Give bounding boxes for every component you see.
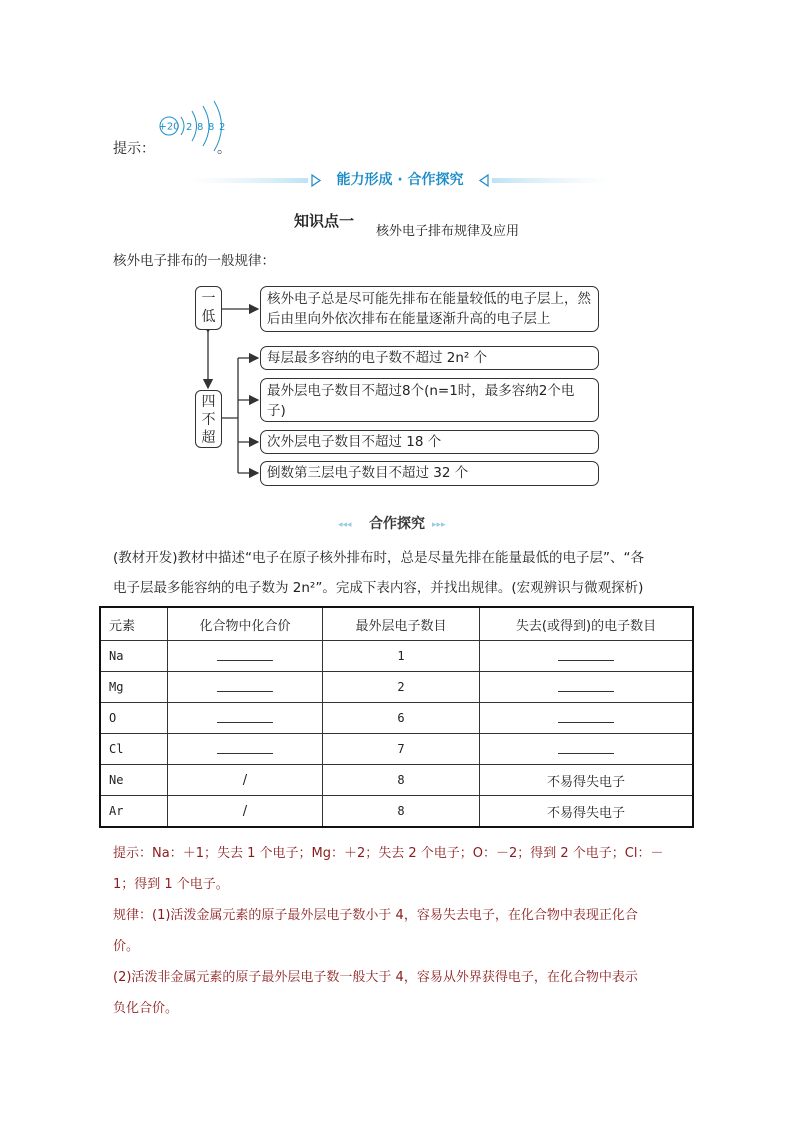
hint-label: 提示： 。 <box>113 141 231 157</box>
rule-second-outer-box: 次外层电子数目不超过 18 个 <box>260 430 599 454</box>
table-header-row <box>100 607 693 641</box>
blank-field[interactable] <box>217 741 273 754</box>
blank-field[interactable] <box>217 710 273 723</box>
cooperation-heading <box>330 513 464 533</box>
table-row: Ar / 8 不易得失电子 <box>100 796 693 828</box>
electron-table <box>99 606 694 828</box>
rule-outermost-box: 最外层电子数目不超过8个(n=1时，最多容纳2个电子) <box>260 378 599 422</box>
law-line-1: 规律：(1)活泼金属元素的原子最外层电子数小于 4，容易失去电子，在化合物中表现正化合 <box>113 908 638 923</box>
rule-third-from-outer-box: 倒数第三层电子数目不超过 32 个 <box>260 461 599 486</box>
shell-count-3: 8 <box>208 122 215 133</box>
blank-field[interactable] <box>558 710 614 723</box>
blank-field[interactable] <box>217 679 273 692</box>
law-line-4: 负化合价。 <box>113 1001 179 1016</box>
knowledge-point-title: 知识点一 <box>294 212 355 230</box>
table-row: Ne / 8 不易得失电子 <box>100 765 693 796</box>
intro-line-1: (教材开发)教材中描述“电子在原子核外排布时，总是尽量先排在能量最低的电子层”、“各 <box>113 550 645 566</box>
knowledge-point-subtitle: 核外电子排布规律及应用 <box>376 224 520 239</box>
shell-count-2: 8 <box>197 122 204 133</box>
svg-text:▸▸▸: ▸▸▸ <box>432 520 446 530</box>
table-row: O 6 <box>100 703 693 734</box>
table-row: Cl 7 <box>100 734 693 765</box>
rule-max-per-shell-box: 每层最多容纳的电子数不超过 2n² 个 <box>260 346 599 370</box>
law-line-3: (2)活泼非金属元素的原子最外层电子数一般大于 4，容易从外界获得电子，在化合物中表示 <box>113 970 638 985</box>
blank-field[interactable] <box>558 679 614 692</box>
label-si-bu-chao: 四 不 超 <box>195 390 222 448</box>
intro-line-2: 电子层最多能容纳的电子数为 2n²”。完成下表内容，并找出规律。(宏观辨识与微观探析) <box>113 580 644 596</box>
svg-text:◂◂◂: ◂◂◂ <box>338 520 352 530</box>
label-yi-di: 一 低 <box>195 286 222 330</box>
blank-field[interactable] <box>558 741 614 754</box>
header-outer-electrons: 最外层电子数目 <box>323 607 480 641</box>
header-element: 元素 <box>100 607 168 641</box>
answer-line-1: 提示：Na：＋1；失去 1 个电子；Mg：＋2；失去 2 个电子；O：－2；得到 2 个电子；Cl：－ <box>113 846 664 861</box>
rules-heading: 核外电子排布的一般规律： <box>113 253 275 269</box>
table-row: Mg 2 <box>100 672 693 703</box>
hint-period: 。 <box>217 141 231 157</box>
blank-field[interactable] <box>558 648 614 661</box>
law-line-2: 价。 <box>113 939 140 954</box>
header-valence: 化合物中化合价 <box>168 607 323 641</box>
nucleus-charge: +20 <box>158 121 180 133</box>
header-electron-change: 失去(或得到)的电子数目 <box>480 607 694 641</box>
banner-title: 能力形成 · 合作探究 <box>336 172 464 188</box>
table-row: Na 1 <box>100 641 693 672</box>
shell-count-4: 2 <box>219 122 226 133</box>
rule-lowest-energy-box: 核外电子总是尽可能先排布在能量较低的电子层上，然后由里向外依次排布在能量逐渐升高的电子层上 <box>260 286 599 332</box>
cooperation-title: 合作探究 <box>369 516 425 532</box>
blank-field[interactable] <box>217 648 273 661</box>
shell-count-1: 2 <box>186 122 193 133</box>
answer-line-2: 1；得到 1 个电子。 <box>113 877 229 892</box>
